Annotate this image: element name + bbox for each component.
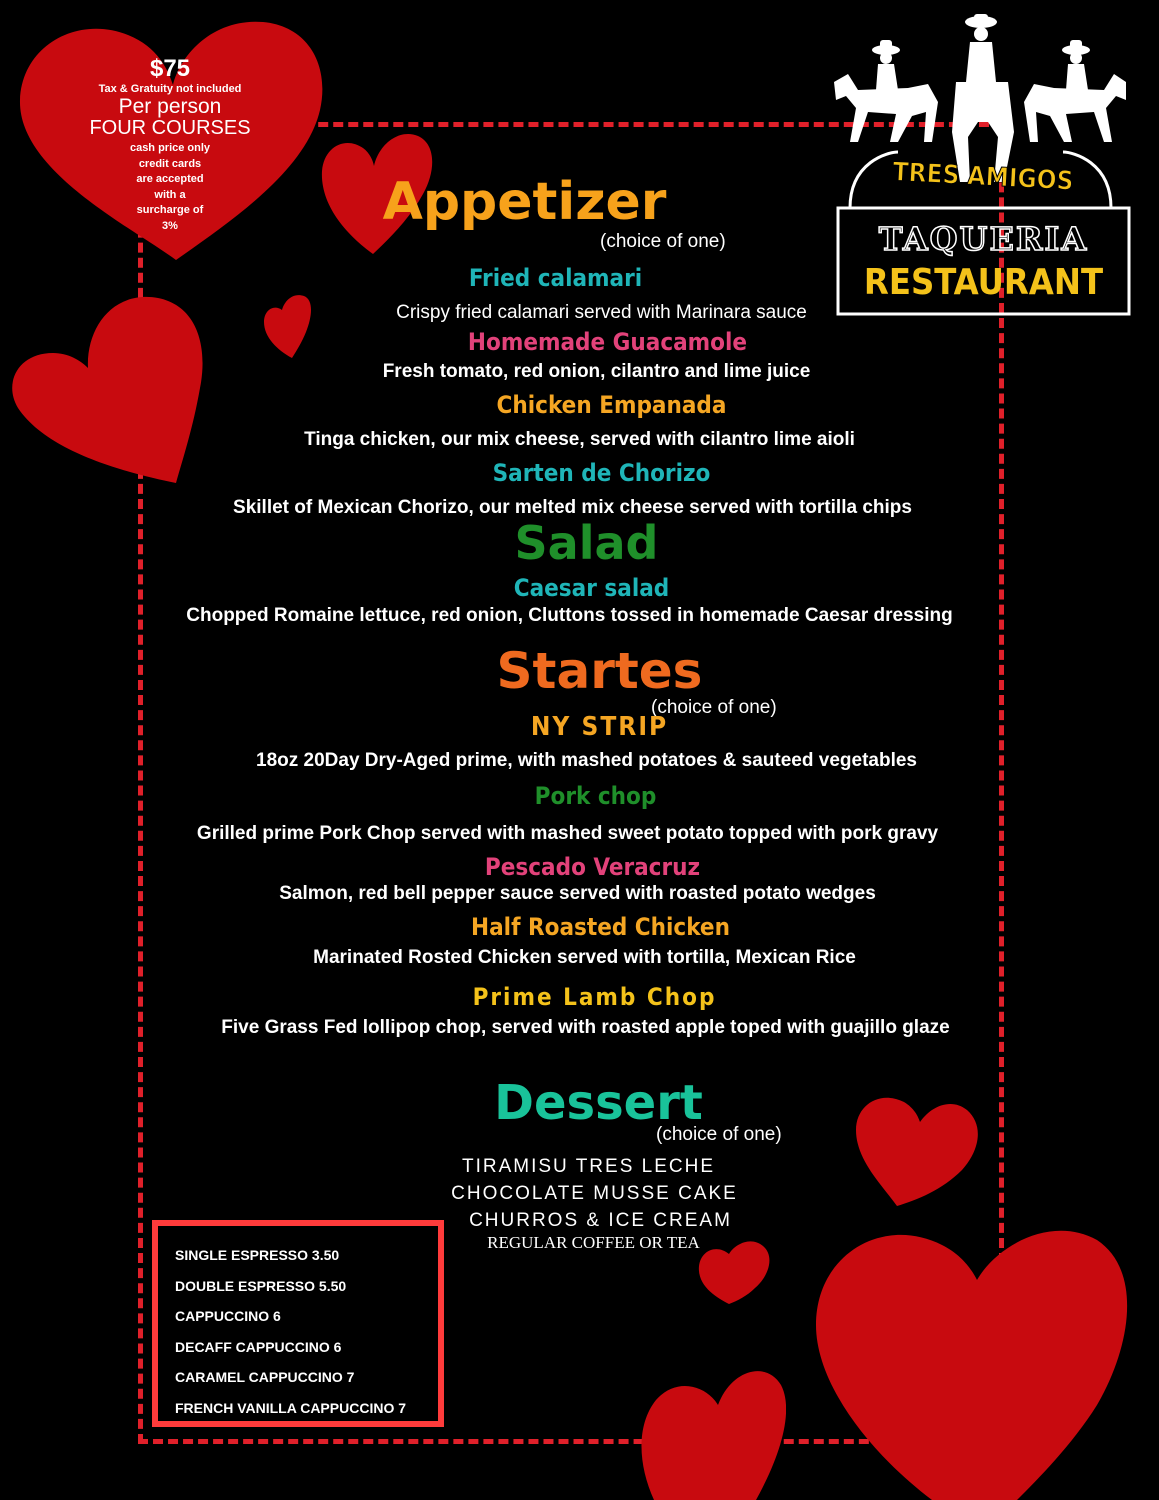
- heart-decoration: [812, 1215, 1132, 1500]
- menu-item-desc: Skillet of Mexican Chorizo, our melted mix cheese served with tortilla chips: [233, 497, 912, 518]
- menu-item-desc: Tinga chicken, our mix cheese, served with cilantro lime aioli: [304, 429, 855, 450]
- menu-item-desc: Grilled prime Pork Chop served with mashed sweet potato topped with pork gravy: [196, 823, 939, 844]
- card-note-line: surcharge of: [136, 204, 204, 217]
- card-note-line: with a: [154, 188, 186, 201]
- salad-title: Salad: [514, 516, 659, 570]
- dessert-item: CHOCOLATE MUSSE CAKE: [451, 1183, 738, 1204]
- menu-item-name: Pescado Veracruz: [484, 853, 701, 881]
- dessert-choice: (choice of one): [656, 1124, 782, 1145]
- menu-item-name: Chicken Empanada: [496, 391, 727, 419]
- coffee-item: CAPPUCCINO 6: [175, 1308, 281, 1325]
- menu-item-name: Half Roasted Chicken: [471, 913, 730, 941]
- card-note-line: cash price only: [129, 142, 211, 154]
- price: $75: [149, 55, 191, 82]
- appetizer-title: Appetizer: [382, 172, 667, 232]
- coffee-item: DOUBLE ESPRESSO 5.50: [175, 1277, 347, 1294]
- heart-decoration: [636, 1345, 786, 1500]
- tax-note: Tax & Gratuity not included: [98, 83, 242, 95]
- card-note-line: credit cards: [138, 157, 202, 170]
- startes-title: Startes: [496, 642, 703, 700]
- card-note-line: 3%: [162, 219, 178, 232]
- logo-name: TRES AMIGOS: [891, 157, 1075, 197]
- coffee-item: SINGLE ESPRESSO 3.50: [175, 1247, 340, 1263]
- menu-item-name: Sarten de Chorizo: [492, 459, 711, 487]
- appetizer-choice: (choice of one): [600, 231, 726, 252]
- per-person-label: Per person: [118, 95, 222, 118]
- coffee-item: CARAMEL CAPPUCCINO 7: [175, 1369, 355, 1386]
- startes-choice: (choice of one): [651, 697, 777, 718]
- menu-item-name: Caesar salad: [513, 574, 670, 602]
- courses-label: FOUR COURSES: [89, 117, 251, 139]
- logo-restaurant: RESTAURANT: [863, 262, 1104, 303]
- coffee-menu-box: [152, 1220, 444, 1427]
- menu-item-name: NY STRIP: [530, 712, 669, 742]
- dessert-item: TIRAMISU TRES LECHE: [461, 1156, 716, 1177]
- card-note-line: are accepted: [136, 173, 204, 186]
- menu-item-desc: Marinated Rosted Chicken served with tortilla, Mexican Rice: [313, 947, 856, 968]
- coffee-item: DECAFF CAPPUCCINO 6: [175, 1338, 342, 1355]
- menu-item-desc: Salmon, red bell pepper sauce served with roasted potato wedges: [279, 883, 876, 904]
- menu-item-desc: Chopped Romaine lettuce, red onion, Cluttons tossed in homemade Caesar dressing: [186, 605, 953, 626]
- menu-item-desc: 18oz 20Day Dry-Aged prime, with mashed potatoes & sauteed vegetables: [256, 750, 917, 771]
- menu-item-name: Fried calamari: [468, 264, 643, 292]
- dessert-item: CHURROS & ICE CREAM: [469, 1210, 732, 1231]
- menu-item-desc: Fresh tomato, red onion, cilantro and lime juice: [382, 361, 811, 382]
- menu-item-name: Prime Lamb Chop: [472, 983, 717, 1011]
- coffee-item: FRENCH VANILLA CAPPUCCINO 7: [175, 1399, 407, 1416]
- menu-item-desc: Crispy fried calamari served with Marinara sauce: [396, 302, 807, 323]
- dessert-title: Dessert: [494, 1075, 703, 1131]
- menu-item-desc: Five Grass Fed lollipop chop, served with roasted apple toped with guajillo glaze: [221, 1017, 950, 1038]
- dessert-extra: REGULAR COFFEE OR TEA: [487, 1233, 700, 1252]
- menu-item-name: Homemade Guacamole: [467, 328, 748, 356]
- logo-taqueria: TAQUERIA: [878, 220, 1089, 258]
- menu-item-name: Pork chop: [534, 782, 657, 810]
